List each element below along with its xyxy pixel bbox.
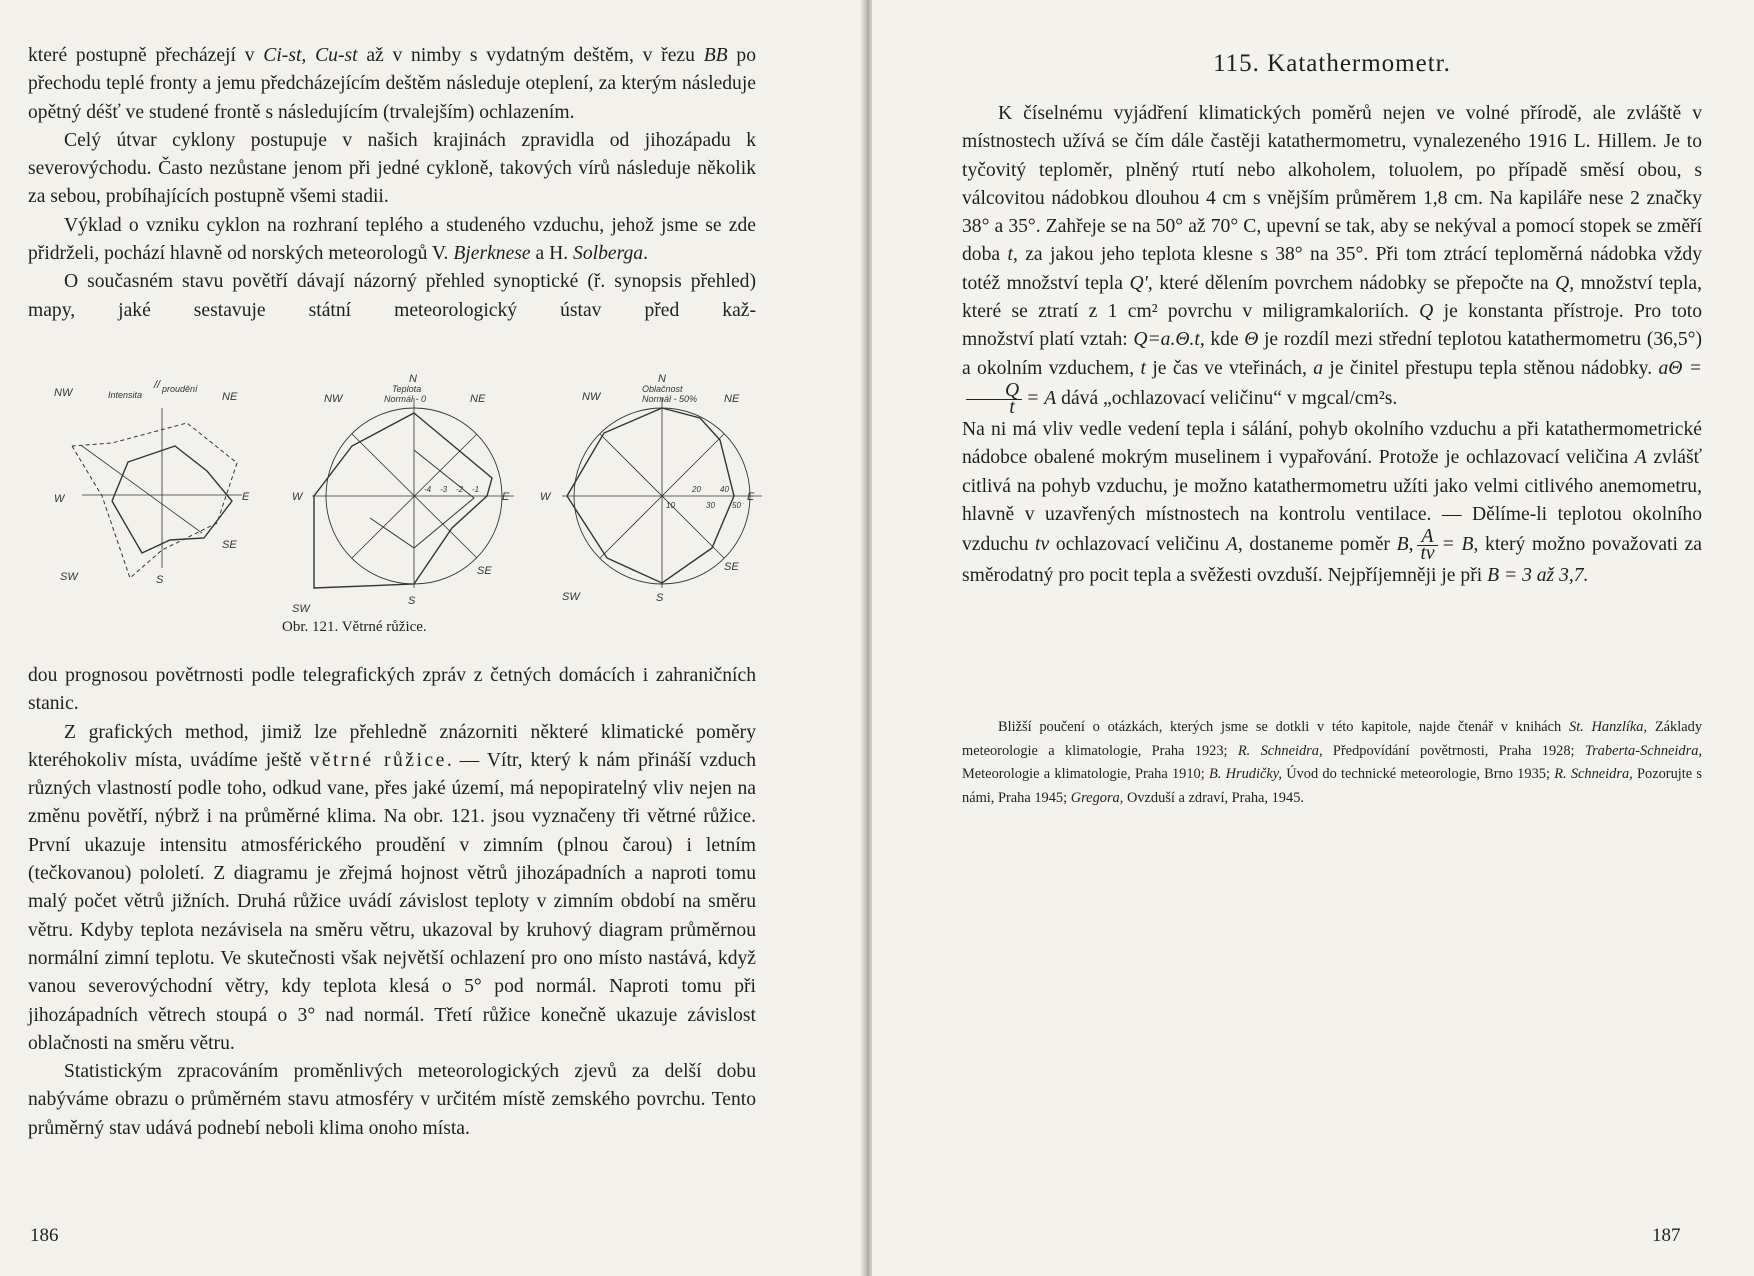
rose3-label-n: N (658, 373, 666, 385)
formula: aΘ = (1658, 357, 1702, 379)
text-run: dává „ochlazovací veličinu“ v mgcal/cm²s. (1056, 387, 1398, 409)
rose2-label-sw: SW (292, 603, 310, 615)
text-run: . (643, 243, 648, 265)
bibliography-note (962, 716, 1702, 810)
text-run: Předpovídání povětrnosti, Praha 1928; (1322, 742, 1585, 759)
rose3-tick: 10 (666, 501, 675, 510)
bibliography-paragraph (962, 716, 1702, 810)
rose3-label-w: W (540, 491, 551, 503)
paragraph-6: Statistickým zpracováním proměnlivých meteorologických zjevů za delší dobu nabýváme obrazu o průměrném stavu atmosféry v určitém místě zemského povrchu. Tento průměrný stav udává podnebí neboli klima onoho místa. (28, 1061, 756, 1139)
formula: Q=a.Θ.t (1133, 329, 1200, 351)
text-run: , množství tepla, které se ztratí z 1 cm² povrchu v miligramkaloriích. (962, 272, 1702, 323)
text-run: Základy meteorologie a klimatologie, Praha 1923; (962, 719, 1703, 759)
symbol-b: B (1396, 534, 1409, 556)
text-run: Ovzduší a zdraví, Praha, 1945. (1123, 789, 1304, 806)
paragraph-katathermometr (962, 100, 1702, 416)
wind-roses-figure (52, 373, 755, 650)
text-run: K číselnému vyjádření klimatických poměrů nejen ve volné přírodě, ale zvláště v místnostech užívá se čím dále častěji katathermometru, vynalezeného 1916 L. Hillem. Je to tyčovitý teploměr, plněný rtutí nebo alkoholem, toluolem, po případě směsí obou, s válcovitou nádobkou dlouhou 4 cm s vnějším průměrem 1,8 cm. Na kapiláře nese 2 značky 38° a 35°. Zahřeje se na 50° až 70° C, upevní se tak, aby se nekýval a pomocí stopek se změří doba (962, 103, 1702, 266)
rose1-label-w: W (54, 493, 65, 505)
rose2-label-s: S (408, 595, 416, 607)
rose3-title-2: Normál - 50% (642, 394, 698, 404)
symbol-a: A (1634, 447, 1647, 469)
rose3-label-s: S (656, 592, 664, 604)
rose1-title-1: Intensita (108, 390, 143, 400)
symbol-t: t (1007, 244, 1013, 266)
rose3-label-nw: NW (582, 391, 601, 403)
paragraph-cooling (962, 416, 1702, 590)
right-page (872, 0, 1754, 1276)
rose2-tick: -2 (456, 485, 464, 494)
rose1-label-nw: NW (54, 387, 73, 399)
rose3-label-sw: SW (562, 591, 580, 603)
text-run-italic: Solberga (573, 243, 644, 265)
rose2-label-ne: NE (470, 393, 486, 405)
text-run: Pozorujte s námi, Praha 1945; (962, 766, 1703, 806)
page-number-left: 186 (30, 1225, 59, 1246)
text-run: , který možno považovati za směrodatný pro pocit tepla a svěžesti ovzduší. Nejpříjemněji je při (962, 534, 1702, 587)
paragraph-3 (28, 212, 756, 269)
text-run-spaced: větrné růžice (309, 749, 447, 771)
rose3-label-ne: NE (724, 393, 740, 405)
symbol-theta: Θ (1244, 329, 1259, 351)
text-run: Meteorologie a klimatologie, Praha 1910; (962, 766, 1209, 783)
paragraph-5 (28, 719, 756, 1059)
symbol-tv: tv (1035, 534, 1050, 556)
section-heading: 115. Katathermometr. (1213, 50, 1451, 77)
text-run: je konstanta přístroje. Pro toto množství platí vztah: (962, 301, 1702, 351)
wind-rose-intensity (72, 408, 242, 578)
author: B. Hrudičky, (1208, 766, 1282, 783)
rose3-tick: 50 (732, 501, 741, 510)
fraction-numerator: A (1417, 529, 1437, 546)
rose3-title-1: Oblačnost (642, 384, 683, 394)
author: Traberta-Schneidra, (1584, 742, 1702, 759)
rose2-label-nw: NW (324, 393, 343, 405)
symbol-q-prime: Q' (1129, 272, 1148, 294)
paragraph-1 (28, 42, 756, 127)
text-run: Výklad o vzniku cyklon na rozhraní teplého a studeného vzduchu, jehož jsme se zde přidrželi, pochází hlavně od norských meteorologů V. (28, 214, 756, 265)
rose3-tick: 20 (692, 485, 701, 494)
rose2-label-n: N (409, 373, 417, 385)
text-run: . — Vítr, který k nám přináší vzduch různých vlastností podle toho, odkud vane, přes jaké území, má nepopiratelný vliv nejen na změnu povětří, nýbrž i na průměrné klima. Na obr. 121. jsou vyznačeny tři větrné růžice. První ukazuje intensitu atmosférického proudění v zimním (plnou čarou) i letním (tečkovanou) pololetí. Z diagramu je zřejmá hojnost větrů jihozápadních a naproti tomu malý počet větrů jižních. Druhá růžice uvádí závislost teploty v zimním období na směru větru. Kdyby teplota nezávisela na směru větru, ukazoval by kruhový diagram průměrnou normální zimní teplotu. Ve skutečnosti však největší ochlazení pro ono místo nastává, když vanou severovýchodní větry, kdy teplota klesá o 5° pod normál. Naproti tomu při jihozápadních větrech stoupá o 3° nad normál. Třetí růžice konečně ukazuje závislost oblačnosti na směru větru. (28, 749, 756, 1054)
paragraph-2: Celý útvar cyklony postupuje v našich krajinách zpravidla od jihozápadu k severovýchodu. Často nezůstane jenom při jedné cykloně, takových vírů následuje několik za sebou, probíhajících postupně všemi stadii. (28, 129, 756, 208)
rose3-label-se: SE (724, 561, 739, 573)
text-run: je rozdíl mezi střední teplotou katathermometru (36,5°) a okolním vzduchem, (962, 329, 1702, 379)
text-run: , dostaneme poměr (1237, 534, 1397, 556)
symbol-alpha: a (1313, 357, 1324, 379)
text-run: Na ni má vliv vedle vedení tepla i sálání, pohyb okolního vzduchu a při katathermometrické nádobce obalené mokrým muselinem i vypařování. Protože je ochlazovací veličina (962, 418, 1702, 469)
text-run: je čas ve vteřinách, (1145, 357, 1314, 379)
text-run: zvlášť citlivá na pohyb vzduchu, je možno katathermometru užíti jako velmi citlivého anemometru, hlavně v uzavřených místnostech na kontrolu ventilace. — Dělíme-li teplotou okolního vzduchu (962, 447, 1702, 556)
rose2-tick: -3 (440, 485, 448, 494)
text-run: po přechodu teplé fronty a jemu předcházejícím deštěm následuje oteplení, za kterým následuje opětný déšť ve studené frontě s následujícím (trvalejším) ochlazením. (28, 45, 756, 123)
text-run: je činitel přestupu tepla stěnou nádobky. (1323, 357, 1659, 379)
rose3-tick: 40 (720, 485, 729, 494)
formula: = A (1026, 387, 1057, 409)
rose2-label-se: SE (477, 565, 492, 577)
fraction-a-over-tv (1417, 526, 1437, 565)
text-run: Úvod do technické meteorologie, Brno 1935; (1281, 766, 1555, 783)
rose2-label-w: W (292, 491, 303, 503)
rose3-label-e: E (747, 491, 755, 503)
fraction-denominator: t (1009, 396, 1015, 418)
formula: = B (1441, 534, 1474, 556)
text-run: Z grafických method, jimiž lze přehledně znázorniti některé klimatické poměry kteréhokoliv místa, uvádíme ještě (28, 721, 756, 771)
author: R. Schneidra, (1237, 742, 1323, 759)
wind-rose-cloudiness (562, 398, 762, 588)
wind-rose-temperature (312, 398, 514, 588)
author: Gregora, (1070, 789, 1124, 806)
rose1-label-e: E (242, 491, 250, 503)
rose1-label-sw: SW (60, 571, 78, 583)
text-run: které postupně přecházejí v (28, 45, 264, 66)
right-text (962, 100, 1702, 590)
rose1-label-n: // (154, 379, 161, 391)
paragraph-4-part-1: O současném stavu povětří dávají názorný přehled synoptické (ř. synopsis přehled) mapy, jaké sestavuje státní meteorologický ústav před kaž- (28, 271, 756, 321)
paragraph-4-part-2: dou prognosou povětrnosti podle telegrafických zpráv z četných domácích i zahraničních stanic. (28, 665, 756, 715)
formula: B = 3 až 3,7. (1487, 565, 1589, 587)
fraction-q-over-t (966, 379, 1022, 418)
author: R. Schneidra, (1554, 766, 1633, 783)
rose2-title-1: Teplota (392, 384, 422, 394)
rose1-title-2: proudění (162, 384, 198, 394)
rose1-label-s: S (156, 574, 164, 586)
rose2-tick: -1 (472, 485, 480, 494)
symbol-t: t (1140, 357, 1146, 379)
text-run: ochlazovací veličinu (1049, 534, 1226, 556)
author: St. Hanzlíka, (1569, 719, 1648, 735)
rose1-label-se: SE (222, 539, 237, 551)
page-number-right: 187 (1652, 1225, 1681, 1246)
left-text-bottom (28, 662, 756, 1143)
text-run: Bližší poučení o otázkách, kterých jsme se dotkli v této kapitole, najde čtenář v knihách (998, 719, 1569, 735)
text-run-italic: Ci-st, Cu-st (263, 45, 358, 66)
rose1-label-ne: NE (222, 391, 238, 403)
rose3-tick: 30 (706, 501, 715, 510)
symbol-q: Q (1419, 301, 1434, 323)
fraction-denominator: tv (1420, 543, 1435, 565)
rose2-title-2: Normál - 0 (384, 394, 427, 404)
left-page (0, 0, 864, 1276)
text-run: a H. (530, 243, 574, 265)
text-run: , za jakou jeho teplota klesne s 38° na 35°. Při tom ztrácí teploměrná nádobka vždy totéž množství tepla (962, 244, 1702, 294)
text-run-italic: BB (703, 45, 728, 66)
rose2-label-e: E (502, 491, 510, 503)
text-run-italic: Bjerknese (453, 243, 531, 265)
text-run: , kde (1199, 329, 1245, 351)
left-text-top (28, 42, 756, 325)
text-run: až v nimby s vydatným deštěm, v řezu (357, 45, 704, 66)
text-run: , (1408, 534, 1414, 556)
symbol-q: Q (1555, 272, 1570, 294)
symbol-a: A (1225, 534, 1238, 556)
figure-caption: Obr. 121. Větrné růžice. (282, 619, 427, 635)
fraction-numerator: Q (966, 383, 1022, 400)
text-run: , které dělením povrchem nádobky se přepočte na (1147, 272, 1556, 294)
rose2-tick: -4 (424, 485, 432, 494)
